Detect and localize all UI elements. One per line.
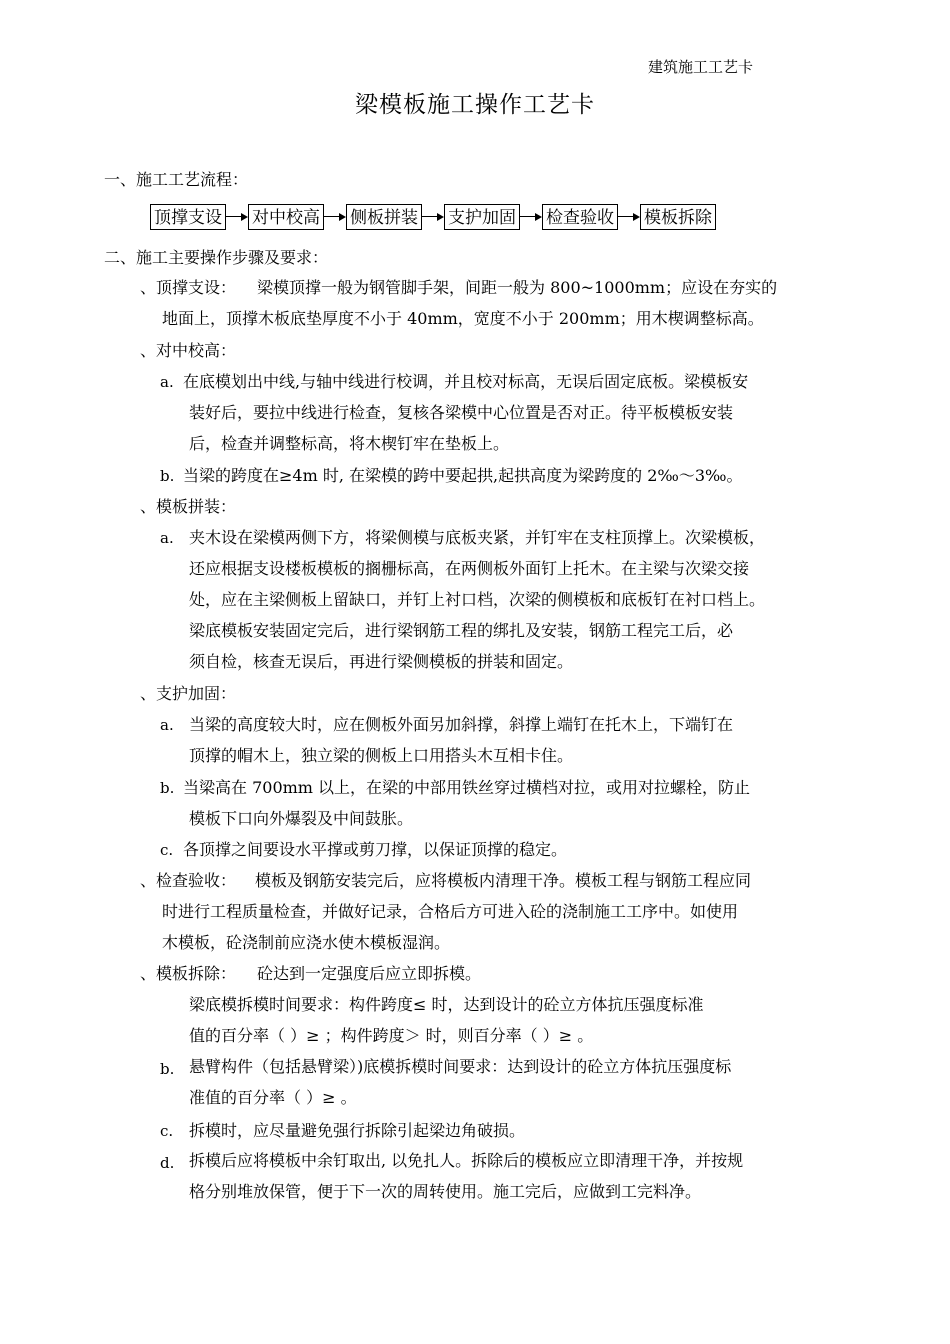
text-line: 地面上，顶撑木板底垫厚度不小于 40mm，宽度不小于 200mm；用木楔调整标高。 bbox=[162, 309, 764, 328]
list-marker: c. bbox=[160, 1122, 174, 1140]
text-line: 梁底模板安装固定完后，进行梁钢筋工程的绑扎及安装，钢筋工程完工后，必 bbox=[189, 621, 734, 640]
text-line: 悬臂构件（包括悬臂梁）)底模拆模时间要求：达到设计的砼立方体抗压强度标 bbox=[189, 1057, 732, 1076]
text-line: 各顶撑之间要设水平撑或剪刀撑，以保证顶撑的稳定。 bbox=[183, 840, 568, 859]
document-title: 梁模板施工操作工艺卡 bbox=[355, 92, 595, 118]
flow-step: 顶撑支设 bbox=[150, 204, 226, 230]
text-line: 装好后，要拉中线进行检查，复核各梁模中心位置是否对正。待平板模板安装 bbox=[189, 403, 734, 422]
text-line: 梁底模拆模时间要求：构件跨度≤ 时，达到设计的砼立方体抗压强度标准 bbox=[189, 995, 704, 1014]
text-line: 顶撑的帽木上，独立梁的侧板上口用搭头木互相卡住。 bbox=[189, 746, 574, 765]
text-line: 拆模时，应尽量避免强行拆除引起梁边角破损。 bbox=[189, 1121, 526, 1140]
text-line: 夹木设在梁模两侧下方，将梁侧模与底板夹紧，并钉牢在支柱顶撑上。次梁模板， bbox=[189, 528, 766, 547]
section2-heading: 二、施工主要操作步骤及要求： bbox=[104, 248, 329, 267]
flow-step: 检查验收 bbox=[542, 204, 618, 230]
arrow-right-icon bbox=[226, 204, 248, 230]
list-marker: b. bbox=[160, 779, 175, 797]
text-line: 准值的百分率（ ）≥ 。 bbox=[189, 1088, 357, 1107]
header-tag: 建筑施工工艺卡 bbox=[648, 58, 754, 76]
item-heading: 、支护加固： bbox=[140, 684, 237, 703]
flow-step: 侧板拼装 bbox=[346, 204, 422, 230]
arrow-right-icon bbox=[520, 204, 542, 230]
item-heading: 、顶撑支设： bbox=[140, 278, 237, 297]
text-line: 拆模后应将模板中余钉取出, 以免扎人。拆除后的模板应立即清理干净，并按规 bbox=[189, 1151, 744, 1170]
text-line: 后，检查并调整标高，将木楔钉牢在垫板上。 bbox=[189, 434, 510, 453]
list-marker: c. bbox=[160, 841, 174, 859]
process-flow bbox=[150, 202, 716, 232]
arrow-right-icon bbox=[324, 204, 346, 230]
list-marker: b. bbox=[160, 1060, 175, 1078]
text-line: 须自检，核查无误后，再进行梁侧模板的拼装和固定。 bbox=[189, 652, 574, 671]
text-line: 模板及钢筋安装完后，应将模板内清理干净。模板工程与钢筋工程应同 bbox=[255, 871, 752, 890]
item-heading: 、模板拼装： bbox=[140, 497, 237, 516]
text-line: 还应根据支设楼板模板的搁栅标高，在两侧板外面钉上托木。在主梁与次梁交接 bbox=[189, 559, 750, 578]
flow-step: 支护加固 bbox=[444, 204, 520, 230]
flow-step: 对中校高 bbox=[248, 204, 324, 230]
list-marker: a. bbox=[160, 716, 174, 734]
arrow-right-icon bbox=[618, 204, 640, 230]
item-heading: 、模板拆除： bbox=[140, 964, 237, 983]
text-line: 模板下口向外爆裂及中间鼓胀。 bbox=[189, 809, 414, 828]
text-line: 处，应在主梁侧板上留缺口，并钉上衬口档，次梁的侧模板和底板钉在衬口档上。 bbox=[189, 590, 766, 609]
text-line: 砼达到一定强度后应立即拆模。 bbox=[257, 964, 482, 983]
flow-step: 模板拆除 bbox=[640, 204, 716, 230]
text-line: 在底模划出中线,与轴中线进行校调，并且校对标高，无误后固定底板。梁模板安 bbox=[183, 372, 749, 391]
list-marker: b. bbox=[160, 467, 175, 485]
list-marker: a. bbox=[160, 529, 174, 547]
text-line: 梁模顶撑一般为钢管脚手架，间距一般为 800~1000mm；应设在夯实的 bbox=[257, 278, 778, 297]
text-line: 格分别堆放保管，便于下一次的周转使用。施工完后，应做到工完料净。 bbox=[189, 1182, 702, 1201]
list-marker: d. bbox=[160, 1154, 175, 1172]
text-line: 值的百分率（ ）≥ ；构件跨度＞ 时，则百分率（ ）≥ 。 bbox=[189, 1026, 594, 1045]
text-line: 木模板，砼浇制前应浇水使木模板湿润。 bbox=[162, 933, 451, 952]
text-line: 当梁高在 700mm 以上，在梁的中部用铁丝穿过横档对拉，或用对拉螺栓，防止 bbox=[183, 778, 751, 797]
text-line: 当梁的高度较大时，应在侧板外面另加斜撑，斜撑上端钉在托木上，下端钉在 bbox=[189, 715, 734, 734]
text-line: 当梁的跨度在≥4m 时, 在梁模的跨中要起拱,起拱高度为梁跨度的 2‰～3‰。 bbox=[183, 466, 743, 485]
arrow-right-icon bbox=[422, 204, 444, 230]
item-heading: 、对中校高： bbox=[140, 341, 237, 360]
text-line: 时进行工程质量检查，并做好记录，合格后方可进入砼的浇制施工工序中。如使用 bbox=[162, 902, 739, 921]
list-marker: a. bbox=[160, 373, 174, 391]
section1-heading: 一、施工工艺流程： bbox=[104, 170, 249, 189]
item-heading: 、检查验收： bbox=[140, 871, 237, 890]
